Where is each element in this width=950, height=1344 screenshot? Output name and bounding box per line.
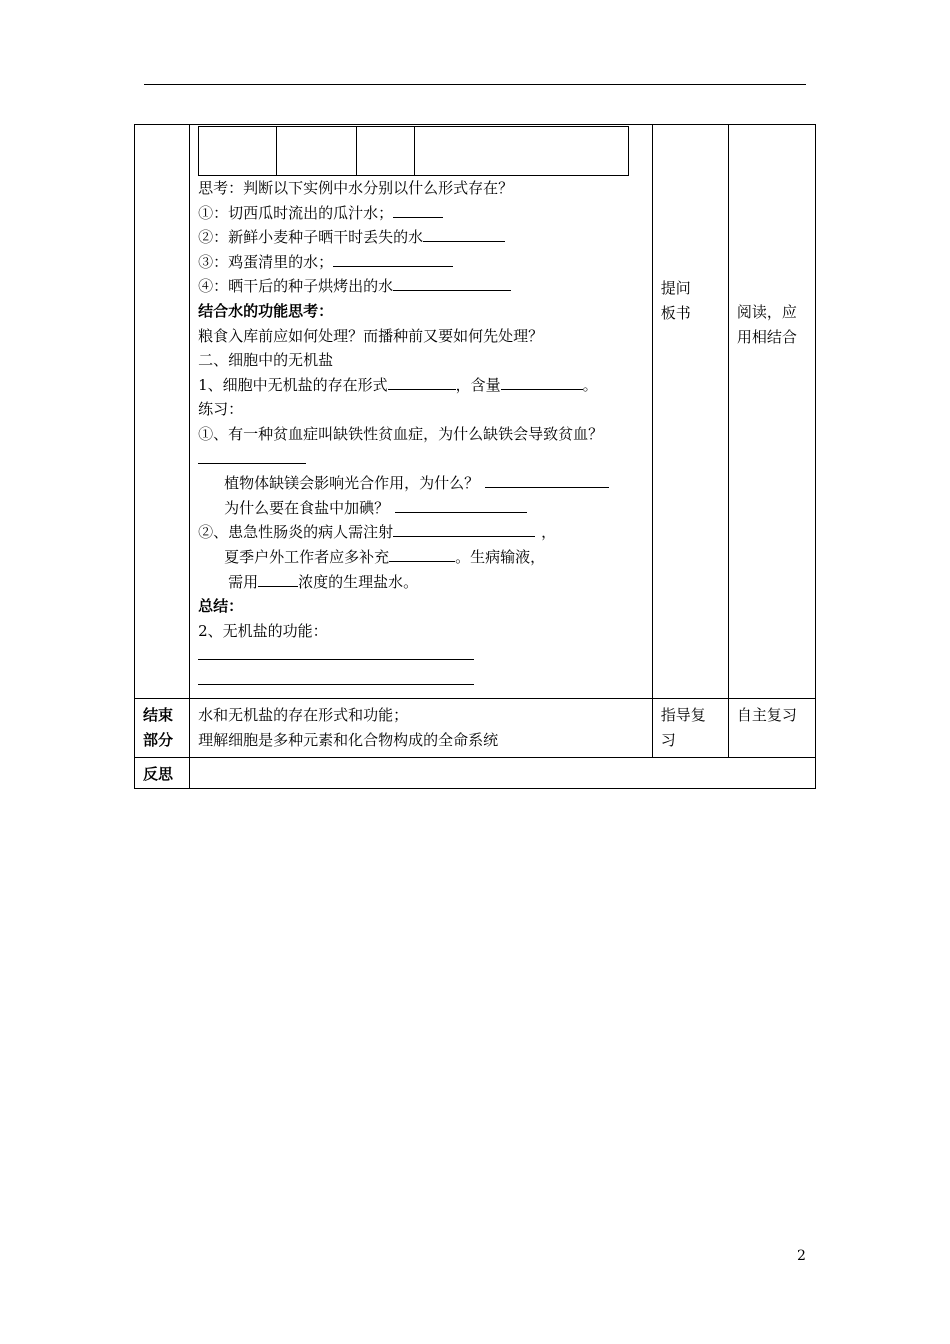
content-cell	[190, 125, 653, 699]
header-rule	[144, 84, 806, 85]
answer-blank[interactable]	[395, 496, 527, 513]
teacher-activity-line-2: 板书	[660, 304, 691, 322]
function-answer-line-2	[198, 668, 644, 693]
inner-cell	[277, 127, 357, 176]
reflection-row	[135, 758, 816, 789]
ending-student-text: 自主复习	[736, 706, 797, 725]
practice-label: 练习：	[198, 400, 244, 419]
ending-teacher-cell	[652, 699, 728, 758]
reflection-content-cell	[190, 758, 816, 789]
inner-cell	[199, 127, 277, 176]
answer-line-1	[198, 447, 644, 472]
ending-label-line-2: 部分	[143, 731, 174, 750]
stage-label-cell	[135, 125, 190, 699]
function-answer-line-1	[198, 643, 644, 668]
thinking-item-3: ③：鸡蛋清里的水；	[198, 250, 644, 275]
bound-water-heading: 结合水的功能思考：	[198, 301, 334, 320]
thinking-item-2: ②：新鲜小麦种子晒干时丢失的水	[198, 225, 644, 250]
lesson-plan-table	[134, 124, 816, 789]
answer-blank[interactable]	[389, 545, 455, 562]
answer-blank[interactable]	[388, 373, 456, 390]
inner-table	[198, 126, 629, 176]
reflection-label-cell	[135, 758, 190, 789]
reflection-label: 反思	[143, 765, 174, 784]
inner-cell	[415, 127, 629, 176]
answer-blank[interactable]	[258, 570, 298, 587]
ending-row	[135, 699, 816, 758]
inner-cell	[357, 127, 415, 176]
answer-blank[interactable]	[198, 447, 306, 464]
answer-blank[interactable]	[501, 373, 583, 390]
thinking-item-1: ①：切西瓜时流出的瓜汁水；	[198, 201, 644, 226]
ending-teacher-line-2: 习	[660, 731, 676, 750]
function-heading: 2、无机盐的功能：	[198, 621, 328, 640]
student-activity-line-2: 用相结合	[736, 328, 797, 346]
student-activity-cell	[728, 125, 815, 699]
summary-label: 总结：	[198, 597, 244, 616]
answer-blank[interactable]	[198, 668, 474, 685]
ending-teacher-line-1: 指导复	[660, 706, 706, 725]
main-row	[135, 125, 816, 699]
answer-blank[interactable]	[198, 643, 474, 660]
ending-label-line-1: 结束	[143, 706, 174, 725]
ending-content-line-2: 理解细胞是多种元素和化合物构成的全命系统	[198, 731, 499, 750]
question-4: ②、患急性肠炎的病人需注射 ，	[198, 520, 644, 545]
ending-label-cell	[135, 699, 190, 758]
bound-water-question: 粮食入库前应如何处理？而播种前又要如何先处理？	[198, 326, 544, 345]
ending-student-cell	[728, 699, 815, 758]
thinking-item-4: ④：晒干后的种子烘烤出的水	[198, 274, 644, 299]
student-activity-line-1: 阅读，应	[736, 303, 797, 321]
answer-blank[interactable]	[393, 201, 443, 218]
question-3: 为什么要在食盐中加碘？	[198, 496, 644, 521]
teacher-activity-cell	[652, 125, 728, 699]
answer-blank[interactable]	[393, 520, 535, 537]
answer-blank[interactable]	[423, 225, 505, 242]
section-2-title: 二、细胞中的无机盐	[198, 351, 334, 370]
question-2: 植物体缺镁会影响光合作用，为什么？	[198, 471, 644, 496]
existence-line: 1、细胞中无机盐的存在形式 ，含量 。	[198, 373, 644, 398]
ending-content-cell	[190, 699, 653, 758]
question-5: 夏季户外工作者应多补充 。生病输液，	[198, 545, 644, 570]
question-1: ①、有一种贫血症叫缺铁性贫血症，为什么缺铁会导致贫血？	[198, 424, 604, 443]
ending-content-line-1: 水和无机盐的存在形式和功能；	[198, 706, 409, 725]
question-6: 需用 浓度的生理盐水。	[198, 570, 644, 595]
page-number: 2	[797, 1248, 806, 1264]
answer-blank[interactable]	[333, 250, 453, 267]
answer-blank[interactable]	[393, 274, 511, 291]
teacher-activity-line-1: 提问	[660, 279, 691, 297]
thinking-question: 思考：判断以下实例中水分别以什么形式存在？	[198, 179, 514, 197]
answer-blank[interactable]	[485, 471, 609, 488]
